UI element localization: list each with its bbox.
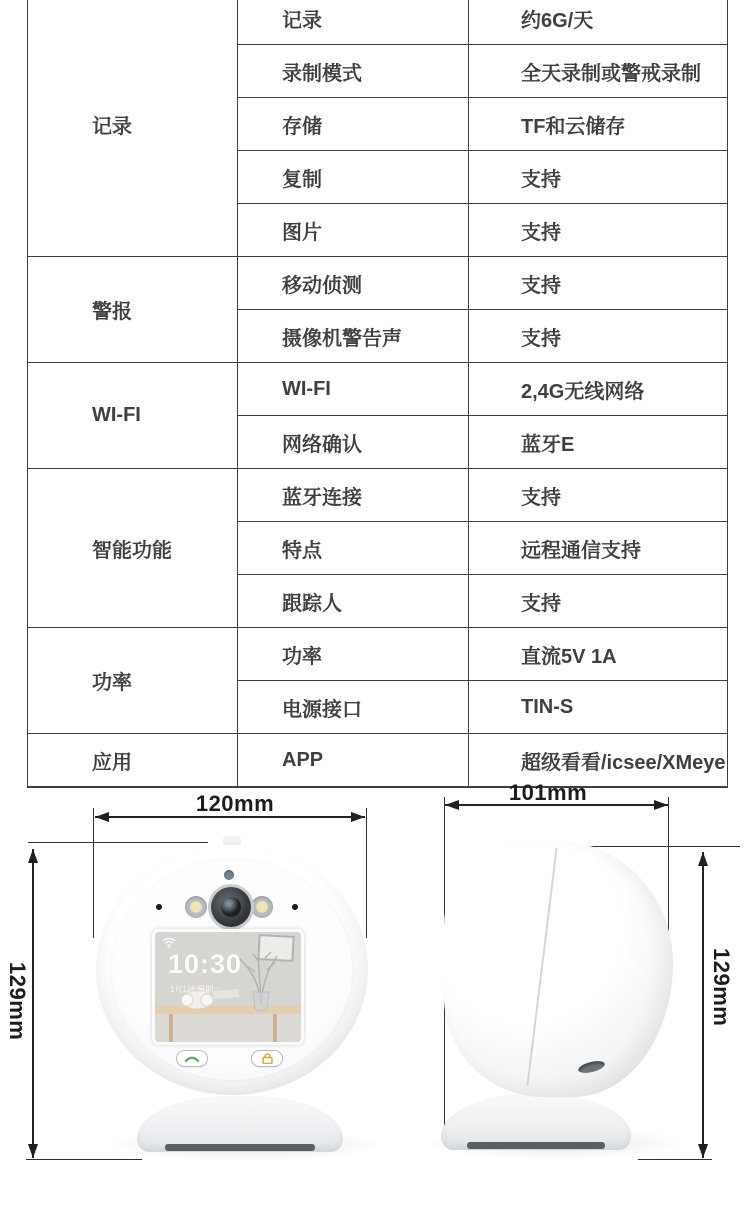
mic-hole-right: [292, 904, 298, 910]
arrowhead-left: [95, 812, 109, 822]
param-cell: APP: [238, 734, 469, 788]
camera-lens: [211, 887, 251, 927]
light-sensor-dot: [224, 870, 234, 880]
mic-hole-left: [156, 904, 162, 910]
value-cell: 支持: [469, 469, 728, 522]
table-row: [28, 469, 728, 522]
param-cell: 记录: [238, 0, 469, 45]
param-cell: 功率: [238, 628, 469, 681]
value-cell: 2,4G无线网络: [469, 363, 728, 416]
table-row: [28, 257, 728, 310]
value-cell: 约6G/天: [469, 0, 728, 45]
group-cell-smart: 智能功能: [28, 469, 238, 628]
table-row: [28, 0, 728, 45]
lock-icon: [261, 1053, 274, 1064]
value-cell: 远程通信支持: [469, 522, 728, 575]
call-button: [176, 1050, 208, 1067]
screen-date: 1月1日 星期一: [170, 985, 222, 994]
group-cell-alarm: 警报: [28, 257, 238, 363]
value-cell: TF和云储存: [469, 98, 728, 151]
witness-line: [26, 1159, 142, 1160]
dimension-arrow-line: [32, 849, 34, 1158]
top-button: [223, 836, 241, 845]
witness-line: [366, 808, 367, 938]
param-cell: 蓝牙连接: [238, 469, 469, 522]
param-cell: 录制模式: [238, 45, 469, 98]
arrowhead-up: [28, 849, 38, 863]
value-cell: 超级看看/icsee/XMeye: [469, 734, 728, 788]
dimension-arrow-line: [445, 804, 668, 806]
arrowhead-down: [698, 1144, 708, 1158]
param-cell: 网络确认: [238, 416, 469, 469]
group-cell-power: 功率: [28, 628, 238, 734]
value-cell: 支持: [469, 575, 728, 628]
spec-table: [27, 0, 728, 788]
witness-line: [93, 808, 94, 938]
param-cell: 存储: [238, 98, 469, 151]
param-cell: 摄像机警告声: [238, 310, 469, 363]
screen-clock: 10:30: [168, 949, 243, 979]
device-screen: [152, 929, 304, 1045]
table-row: [28, 734, 728, 788]
param-cell: WI-FI: [238, 363, 469, 416]
ir-led-left: [185, 896, 207, 918]
dimension-side-depth: 101mm: [508, 780, 588, 805]
arrowhead-right: [351, 812, 365, 822]
value-cell: 支持: [469, 310, 728, 363]
value-cell: 支持: [469, 204, 728, 257]
witness-line: [28, 842, 208, 843]
group-cell-wifi: WI-FI: [28, 363, 238, 469]
value-cell: 支持: [469, 151, 728, 204]
dimension-height-right: 129mm: [709, 948, 734, 1027]
wifi-icon: [162, 937, 176, 948]
arrowhead-right: [654, 800, 668, 810]
param-cell: 电源接口: [238, 681, 469, 734]
phone-icon: [183, 1054, 201, 1063]
witness-line: [638, 1159, 712, 1160]
value-cell: 直流5V 1A: [469, 628, 728, 681]
value-cell: 全天录制或警戒录制: [469, 45, 728, 98]
dimension-height-left: 129mm: [5, 962, 30, 1041]
value-cell: 蓝牙E: [469, 416, 728, 469]
param-cell: 复制: [238, 151, 469, 204]
dimension-front-width: 120mm: [195, 791, 275, 816]
arrowhead-left: [445, 800, 459, 810]
param-cell: 移动侦测: [238, 257, 469, 310]
lock-button: [251, 1050, 283, 1067]
table-row: [28, 628, 728, 681]
camera-base: [137, 1096, 343, 1152]
witness-line: [668, 797, 669, 947]
dimension-arrow-line: [702, 852, 704, 1158]
value-cell: TIN-S: [469, 681, 728, 734]
group-cell-record: 记录: [28, 0, 238, 257]
dimension-arrow-line: [95, 816, 365, 818]
table-row: [28, 363, 728, 416]
value-cell: 支持: [469, 257, 728, 310]
param-cell: 特点: [238, 522, 469, 575]
camera-body: [444, 841, 673, 1097]
group-cell-app: 应用: [28, 734, 238, 788]
camera-base: [441, 1094, 631, 1150]
ir-led-right: [251, 896, 273, 918]
arrowhead-down: [28, 1144, 38, 1158]
param-cell: 跟踪人: [238, 575, 469, 628]
arrowhead-up: [698, 852, 708, 866]
param-cell: 图片: [238, 204, 469, 257]
